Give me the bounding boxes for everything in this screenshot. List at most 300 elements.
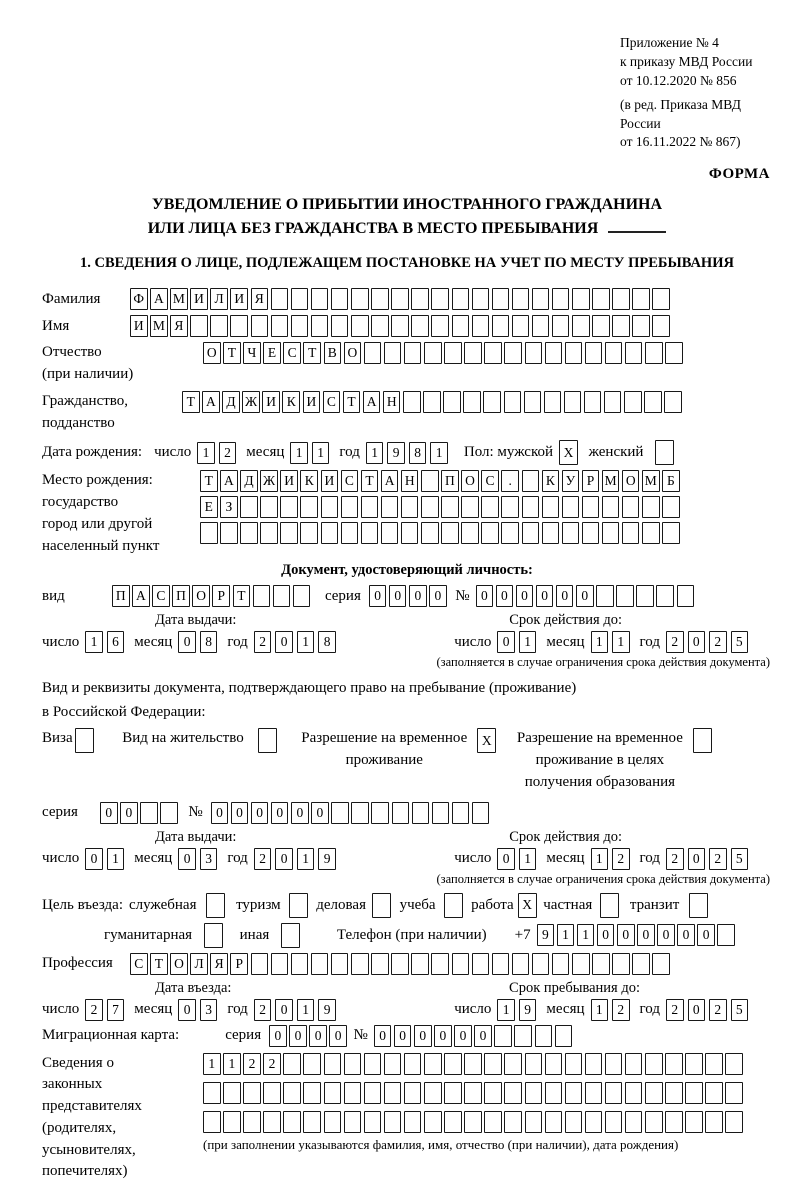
char-cell[interactable] xyxy=(585,1111,603,1133)
char-cell[interactable]: 1 xyxy=(591,848,609,870)
char-cell[interactable] xyxy=(622,522,640,544)
char-cell[interactable]: С xyxy=(341,470,359,492)
phone-input[interactable] xyxy=(537,924,738,946)
char-cell[interactable]: 0 xyxy=(697,924,715,946)
char-cell[interactable] xyxy=(321,496,339,518)
char-cell[interactable] xyxy=(622,496,640,518)
char-cell[interactable] xyxy=(689,893,708,918)
char-cell[interactable]: 2 xyxy=(709,631,727,653)
char-cell[interactable]: 1 xyxy=(203,1053,221,1075)
char-cell[interactable] xyxy=(311,315,329,337)
char-cell[interactable]: 1 xyxy=(290,442,308,464)
char-cell[interactable]: А xyxy=(202,391,220,413)
char-cell[interactable] xyxy=(585,1053,603,1075)
birth-month-input[interactable] xyxy=(290,442,333,464)
char-cell[interactable] xyxy=(321,522,339,544)
char-cell[interactable]: У xyxy=(562,470,580,492)
char-cell[interactable] xyxy=(544,391,562,413)
char-cell[interactable]: 2 xyxy=(612,999,630,1021)
char-cell[interactable] xyxy=(303,1053,321,1075)
char-cell[interactable] xyxy=(565,1111,583,1133)
char-cell[interactable]: С xyxy=(152,585,170,607)
char-cell[interactable]: 3 xyxy=(200,999,218,1021)
char-cell[interactable] xyxy=(361,496,379,518)
migration-number-input[interactable] xyxy=(374,1025,575,1047)
char-cell[interactable] xyxy=(552,315,570,337)
char-cell[interactable] xyxy=(644,391,662,413)
char-cell[interactable] xyxy=(344,1111,362,1133)
char-cell[interactable]: 2 xyxy=(219,442,237,464)
char-cell[interactable] xyxy=(525,342,543,364)
char-cell[interactable] xyxy=(514,1025,532,1047)
char-cell[interactable] xyxy=(484,342,502,364)
char-cell[interactable]: О xyxy=(170,953,188,975)
char-cell[interactable] xyxy=(717,924,735,946)
birth-place-input-row3[interactable] xyxy=(200,522,682,544)
doc-kind-input[interactable] xyxy=(112,585,313,607)
char-cell[interactable] xyxy=(291,953,309,975)
char-cell[interactable]: 0 xyxy=(556,585,574,607)
sex-female-checkbox[interactable] xyxy=(655,440,677,465)
char-cell[interactable]: Я xyxy=(210,953,228,975)
char-cell[interactable] xyxy=(384,1111,402,1133)
char-cell[interactable] xyxy=(404,1111,422,1133)
char-cell[interactable]: Т xyxy=(361,470,379,492)
char-cell[interactable]: Р xyxy=(582,470,600,492)
char-cell[interactable] xyxy=(243,1082,261,1104)
char-cell[interactable]: П xyxy=(172,585,190,607)
char-cell[interactable] xyxy=(484,1111,502,1133)
char-cell[interactable]: К xyxy=(300,470,318,492)
char-cell[interactable] xyxy=(432,802,450,824)
char-cell[interactable]: 1 xyxy=(197,442,215,464)
char-cell[interactable] xyxy=(501,496,519,518)
char-cell[interactable] xyxy=(324,1111,342,1133)
char-cell[interactable]: Н xyxy=(383,391,401,413)
stay-year[interactable] xyxy=(666,999,752,1021)
char-cell[interactable] xyxy=(625,1053,643,1075)
char-cell[interactable]: 0 xyxy=(476,585,494,607)
char-cell[interactable] xyxy=(483,391,501,413)
char-cell[interactable]: Б xyxy=(662,470,680,492)
char-cell[interactable] xyxy=(625,1082,643,1104)
char-cell[interactable] xyxy=(443,391,461,413)
char-cell[interactable] xyxy=(662,522,680,544)
char-cell[interactable] xyxy=(280,522,298,544)
char-cell[interactable] xyxy=(344,1053,362,1075)
char-cell[interactable]: . xyxy=(501,470,519,492)
char-cell[interactable]: Ж xyxy=(242,391,260,413)
char-cell[interactable]: 0 xyxy=(688,631,706,653)
char-cell[interactable] xyxy=(725,1082,743,1104)
char-cell[interactable]: 0 xyxy=(271,802,289,824)
char-cell[interactable] xyxy=(271,953,289,975)
char-cell[interactable] xyxy=(600,893,619,918)
doc-issue-day[interactable] xyxy=(85,631,128,653)
char-cell[interactable]: 1 xyxy=(223,1053,241,1075)
char-cell[interactable]: П xyxy=(441,470,459,492)
char-cell[interactable] xyxy=(472,953,490,975)
char-cell[interactable] xyxy=(602,522,620,544)
char-cell[interactable] xyxy=(625,342,643,364)
char-cell[interactable] xyxy=(584,391,602,413)
char-cell[interactable]: 1 xyxy=(430,442,448,464)
char-cell[interactable] xyxy=(472,288,490,310)
char-cell[interactable] xyxy=(592,288,610,310)
sex-male-checkbox[interactable] xyxy=(559,440,581,465)
char-cell[interactable] xyxy=(555,1025,573,1047)
char-cell[interactable] xyxy=(283,1053,301,1075)
char-cell[interactable] xyxy=(371,288,389,310)
char-cell[interactable]: И xyxy=(280,470,298,492)
char-cell[interactable] xyxy=(484,1053,502,1075)
char-cell[interactable] xyxy=(391,953,409,975)
char-cell[interactable]: И xyxy=(230,288,248,310)
char-cell[interactable] xyxy=(251,315,269,337)
char-cell[interactable] xyxy=(605,1082,623,1104)
char-cell[interactable]: 1 xyxy=(297,999,315,1021)
char-cell[interactable] xyxy=(203,1082,221,1104)
char-cell[interactable] xyxy=(230,315,248,337)
char-cell[interactable] xyxy=(552,953,570,975)
char-cell[interactable]: И xyxy=(303,391,321,413)
char-cell[interactable] xyxy=(404,1082,422,1104)
char-cell[interactable] xyxy=(384,1053,402,1075)
char-cell[interactable]: 2 xyxy=(709,999,727,1021)
char-cell[interactable] xyxy=(685,1111,703,1133)
representatives-input-row1[interactable] xyxy=(203,1053,746,1075)
char-cell[interactable] xyxy=(200,522,218,544)
char-cell[interactable] xyxy=(372,893,391,918)
char-cell[interactable] xyxy=(592,953,610,975)
char-cell[interactable] xyxy=(545,1111,563,1133)
char-cell[interactable]: 9 xyxy=(318,848,336,870)
profession-input[interactable] xyxy=(130,953,673,975)
char-cell[interactable] xyxy=(331,288,349,310)
char-cell[interactable] xyxy=(524,391,542,413)
birth-year-input[interactable] xyxy=(366,442,452,464)
business-checkbox[interactable] xyxy=(372,893,394,918)
char-cell[interactable]: 1 xyxy=(591,631,609,653)
tourism-checkbox[interactable] xyxy=(289,893,311,918)
edu-permit-checkbox[interactable] xyxy=(693,728,715,753)
char-cell[interactable] xyxy=(220,522,238,544)
char-cell[interactable] xyxy=(472,802,490,824)
study-checkbox[interactable] xyxy=(444,893,466,918)
private-checkbox[interactable] xyxy=(600,893,622,918)
char-cell[interactable]: 0 xyxy=(434,1025,452,1047)
char-cell[interactable]: 1 xyxy=(497,999,515,1021)
char-cell[interactable]: 0 xyxy=(374,1025,392,1047)
char-cell[interactable]: 6 xyxy=(107,631,125,653)
char-cell[interactable]: Е xyxy=(200,496,218,518)
char-cell[interactable] xyxy=(384,342,402,364)
char-cell[interactable] xyxy=(401,522,419,544)
char-cell[interactable] xyxy=(632,288,650,310)
char-cell[interactable] xyxy=(283,1082,301,1104)
char-cell[interactable]: С xyxy=(481,470,499,492)
char-cell[interactable] xyxy=(535,1025,553,1047)
residence-valid-year[interactable] xyxy=(666,848,752,870)
char-cell[interactable]: И xyxy=(262,391,280,413)
temp-permit-checkbox[interactable] xyxy=(477,728,499,753)
doc-valid-year[interactable] xyxy=(666,631,752,653)
char-cell[interactable] xyxy=(492,288,510,310)
char-cell[interactable] xyxy=(522,522,540,544)
char-cell[interactable]: 0 xyxy=(269,1025,287,1047)
residence-issue-month[interactable] xyxy=(178,848,221,870)
char-cell[interactable] xyxy=(260,496,278,518)
char-cell[interactable] xyxy=(463,391,481,413)
char-cell[interactable]: И xyxy=(190,288,208,310)
char-cell[interactable] xyxy=(522,496,540,518)
char-cell[interactable] xyxy=(464,342,482,364)
char-cell[interactable]: 0 xyxy=(394,1025,412,1047)
char-cell[interactable]: X xyxy=(477,728,496,753)
char-cell[interactable] xyxy=(545,1053,563,1075)
char-cell[interactable] xyxy=(444,342,462,364)
char-cell[interactable] xyxy=(351,315,369,337)
char-cell[interactable] xyxy=(424,1082,442,1104)
char-cell[interactable] xyxy=(452,802,470,824)
char-cell[interactable] xyxy=(381,496,399,518)
char-cell[interactable]: 1 xyxy=(297,848,315,870)
char-cell[interactable]: 5 xyxy=(731,848,749,870)
char-cell[interactable] xyxy=(677,585,695,607)
char-cell[interactable]: 0 xyxy=(178,631,196,653)
char-cell[interactable] xyxy=(391,315,409,337)
char-cell[interactable]: А xyxy=(132,585,150,607)
char-cell[interactable]: Н xyxy=(401,470,419,492)
char-cell[interactable] xyxy=(605,1111,623,1133)
char-cell[interactable] xyxy=(303,1111,321,1133)
char-cell[interactable]: О xyxy=(203,342,221,364)
char-cell[interactable] xyxy=(280,496,298,518)
char-cell[interactable]: С xyxy=(283,342,301,364)
char-cell[interactable]: 0 xyxy=(474,1025,492,1047)
char-cell[interactable]: X xyxy=(559,440,578,465)
char-cell[interactable]: Ф xyxy=(130,288,148,310)
residence-issue-year[interactable] xyxy=(254,848,340,870)
char-cell[interactable]: 0 xyxy=(454,1025,472,1047)
char-cell[interactable] xyxy=(542,522,560,544)
char-cell[interactable]: 0 xyxy=(497,848,515,870)
migration-series-input[interactable] xyxy=(269,1025,349,1047)
residence-valid-month[interactable] xyxy=(591,848,634,870)
char-cell[interactable] xyxy=(424,1053,442,1075)
char-cell[interactable]: Ч xyxy=(243,342,261,364)
transit-checkbox[interactable] xyxy=(689,893,711,918)
char-cell[interactable]: 1 xyxy=(612,631,630,653)
char-cell[interactable] xyxy=(504,342,522,364)
char-cell[interactable] xyxy=(303,1082,321,1104)
char-cell[interactable]: 8 xyxy=(318,631,336,653)
char-cell[interactable] xyxy=(636,585,654,607)
char-cell[interactable]: 0 xyxy=(275,848,293,870)
official-checkbox[interactable] xyxy=(206,893,228,918)
char-cell[interactable] xyxy=(311,288,329,310)
char-cell[interactable] xyxy=(705,1082,723,1104)
birth-place-input-row1[interactable] xyxy=(200,470,682,492)
char-cell[interactable]: Я xyxy=(251,288,269,310)
birth-place-input-row2[interactable] xyxy=(200,496,682,518)
name-input[interactable] xyxy=(130,315,673,337)
char-cell[interactable] xyxy=(501,522,519,544)
char-cell[interactable] xyxy=(572,953,590,975)
char-cell[interactable]: 0 xyxy=(275,999,293,1021)
char-cell[interactable]: В xyxy=(324,342,342,364)
char-cell[interactable] xyxy=(331,315,349,337)
char-cell[interactable] xyxy=(665,342,683,364)
char-cell[interactable]: 0 xyxy=(516,585,534,607)
char-cell[interactable]: 1 xyxy=(591,999,609,1021)
char-cell[interactable] xyxy=(665,1111,683,1133)
char-cell[interactable]: 2 xyxy=(666,999,684,1021)
char-cell[interactable]: П xyxy=(112,585,130,607)
char-cell[interactable]: 0 xyxy=(617,924,635,946)
char-cell[interactable] xyxy=(461,496,479,518)
char-cell[interactable]: Т xyxy=(150,953,168,975)
char-cell[interactable] xyxy=(565,1082,583,1104)
char-cell[interactable] xyxy=(512,315,530,337)
char-cell[interactable]: 0 xyxy=(637,924,655,946)
char-cell[interactable] xyxy=(364,1082,382,1104)
char-cell[interactable]: Я xyxy=(170,315,188,337)
char-cell[interactable] xyxy=(444,893,463,918)
char-cell[interactable] xyxy=(656,585,674,607)
char-cell[interactable]: 2 xyxy=(612,848,630,870)
char-cell[interactable] xyxy=(532,288,550,310)
char-cell[interactable] xyxy=(705,1111,723,1133)
char-cell[interactable]: 0 xyxy=(120,802,138,824)
char-cell[interactable] xyxy=(281,923,300,948)
char-cell[interactable]: 1 xyxy=(366,442,384,464)
char-cell[interactable]: 1 xyxy=(297,631,315,653)
doc-valid-month[interactable] xyxy=(591,631,634,653)
char-cell[interactable] xyxy=(351,802,369,824)
char-cell[interactable]: М xyxy=(602,470,620,492)
char-cell[interactable] xyxy=(632,953,650,975)
char-cell[interactable]: М xyxy=(150,315,168,337)
char-cell[interactable]: 0 xyxy=(497,631,515,653)
char-cell[interactable] xyxy=(484,1082,502,1104)
char-cell[interactable] xyxy=(522,470,540,492)
doc-issue-month[interactable] xyxy=(178,631,221,653)
char-cell[interactable]: 9 xyxy=(519,999,537,1021)
char-cell[interactable] xyxy=(616,585,634,607)
char-cell[interactable] xyxy=(562,496,580,518)
char-cell[interactable] xyxy=(324,1053,342,1075)
char-cell[interactable] xyxy=(512,953,530,975)
char-cell[interactable]: 1 xyxy=(107,848,125,870)
visa-checkbox[interactable] xyxy=(75,728,97,753)
char-cell[interactable] xyxy=(431,315,449,337)
char-cell[interactable] xyxy=(552,288,570,310)
char-cell[interactable] xyxy=(492,953,510,975)
char-cell[interactable]: 0 xyxy=(275,631,293,653)
char-cell[interactable]: 0 xyxy=(688,999,706,1021)
char-cell[interactable]: 0 xyxy=(291,802,309,824)
char-cell[interactable] xyxy=(545,342,563,364)
char-cell[interactable] xyxy=(263,1111,281,1133)
char-cell[interactable] xyxy=(404,1053,422,1075)
char-cell[interactable] xyxy=(472,315,490,337)
char-cell[interactable]: 0 xyxy=(178,999,196,1021)
char-cell[interactable]: О xyxy=(192,585,210,607)
char-cell[interactable] xyxy=(612,315,630,337)
doc-series-input[interactable] xyxy=(369,585,449,607)
entry-year[interactable] xyxy=(254,999,340,1021)
char-cell[interactable] xyxy=(562,522,580,544)
char-cell[interactable]: X xyxy=(518,893,537,918)
char-cell[interactable]: 9 xyxy=(537,924,555,946)
char-cell[interactable] xyxy=(401,496,419,518)
char-cell[interactable]: Т xyxy=(233,585,251,607)
char-cell[interactable] xyxy=(364,1111,382,1133)
char-cell[interactable]: 5 xyxy=(731,631,749,653)
char-cell[interactable] xyxy=(291,288,309,310)
char-cell[interactable] xyxy=(293,585,311,607)
char-cell[interactable]: 3 xyxy=(200,848,218,870)
char-cell[interactable] xyxy=(585,1082,603,1104)
char-cell[interactable] xyxy=(204,923,223,948)
char-cell[interactable] xyxy=(452,315,470,337)
char-cell[interactable]: 0 xyxy=(677,924,695,946)
char-cell[interactable] xyxy=(642,496,660,518)
char-cell[interactable]: 2 xyxy=(263,1053,281,1075)
char-cell[interactable] xyxy=(444,1082,462,1104)
char-cell[interactable]: Р xyxy=(212,585,230,607)
char-cell[interactable]: 0 xyxy=(311,802,329,824)
char-cell[interactable] xyxy=(585,342,603,364)
char-cell[interactable] xyxy=(289,893,308,918)
char-cell[interactable] xyxy=(331,802,349,824)
char-cell[interactable]: Т xyxy=(200,470,218,492)
char-cell[interactable]: И xyxy=(321,470,339,492)
char-cell[interactable]: 9 xyxy=(318,999,336,1021)
residence-series-input[interactable] xyxy=(100,802,180,824)
char-cell[interactable] xyxy=(605,342,623,364)
char-cell[interactable]: Л xyxy=(190,953,208,975)
char-cell[interactable] xyxy=(512,288,530,310)
char-cell[interactable] xyxy=(251,953,269,975)
char-cell[interactable] xyxy=(403,391,421,413)
doc-number-input[interactable] xyxy=(476,585,697,607)
char-cell[interactable]: 2 xyxy=(254,631,272,653)
char-cell[interactable] xyxy=(685,1082,703,1104)
char-cell[interactable]: Ж xyxy=(260,470,278,492)
residence-number-input[interactable] xyxy=(211,802,492,824)
char-cell[interactable] xyxy=(311,953,329,975)
char-cell[interactable] xyxy=(75,728,94,753)
char-cell[interactable]: И xyxy=(130,315,148,337)
char-cell[interactable] xyxy=(655,440,674,465)
char-cell[interactable]: 0 xyxy=(211,802,229,824)
char-cell[interactable] xyxy=(271,315,289,337)
surname-input[interactable] xyxy=(130,288,673,310)
char-cell[interactable] xyxy=(371,802,389,824)
char-cell[interactable]: К xyxy=(542,470,560,492)
char-cell[interactable]: А xyxy=(363,391,381,413)
char-cell[interactable] xyxy=(411,315,429,337)
char-cell[interactable]: 1 xyxy=(577,924,595,946)
char-cell[interactable] xyxy=(364,342,382,364)
char-cell[interactable]: Т xyxy=(303,342,321,364)
char-cell[interactable]: 8 xyxy=(409,442,427,464)
char-cell[interactable]: 0 xyxy=(100,802,118,824)
char-cell[interactable] xyxy=(504,1082,522,1104)
char-cell[interactable]: 9 xyxy=(387,442,405,464)
